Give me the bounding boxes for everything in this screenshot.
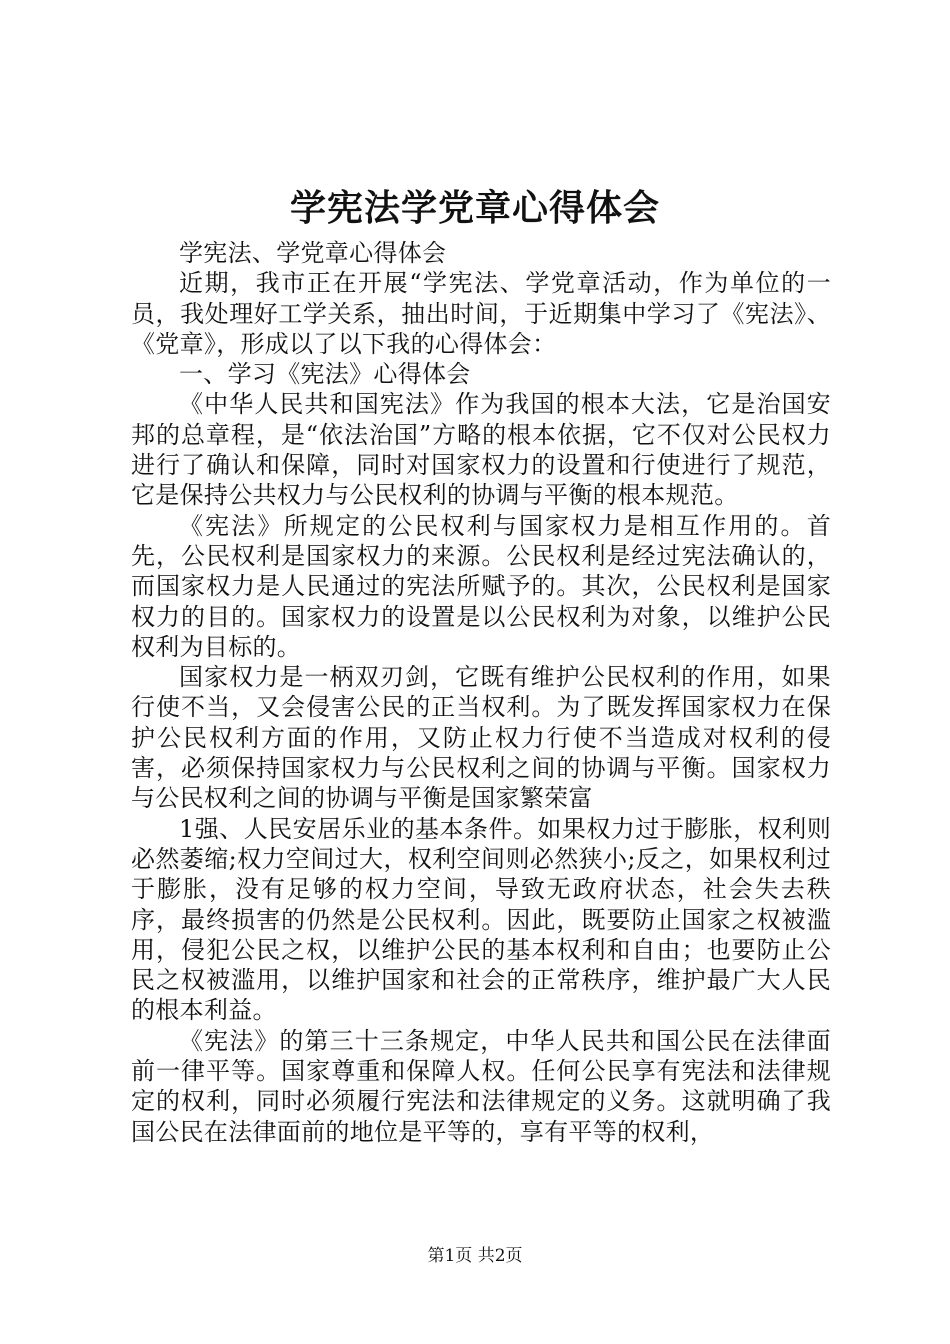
paragraph: 《宪法》的第三十三条规定，中华人民共和国公民在法律面前一律平等。国家尊重和保障人权。任何公民享有宪法和法律规定的权利，同时必须履行宪法和法律规定的义务。这就明确了我国公民在法律面前的地位是平等的，享有平等的权利， [131,1026,831,1146]
paragraph-subtitle: 学宪法、学党章心得体会 [179,239,447,267]
paragraph: 国家权力是一柄双刃剑，它既有维护公民权利的作用，如果行使不当，又会侵害公民的正当权利。为了既发挥国家权力在保护公民权利方面的作用，又防止权力行使不当造成对权利的侵害，必须保持国家权力与公民权利之间的协调与平衡。国家权力与公民权利之间的协调与平衡是国家繁荣富 [131,663,831,813]
paragraph: 《宪法》所规定的公民权利与国家权力是相互作用的。首先，公民权利是国家权力的来源。公民权利是经过宪法确认的，而国家权力是人民通过的宪法所赋予的。其次，公民权利是国家权力的目的。国家权力的设置是以公民权利为对象，以维护公民权利为目标的。 [131,511,831,661]
document-body [131,238,831,1147]
paragraph: 《中华人民共和国宪法》作为我国的根本大法，它是治国安邦的总章程，是“依法治国”方略的根本依据，它不仅对公民权力进行了确认和保障，同时对国家权力的设置和行使进行了规范，它是保持公共权力与公民权利的协调与平衡的根本规范。 [131,390,831,510]
document-title: 学宪法学党章心得体会 [289,187,660,229]
paragraph: 1强、人民安居乐业的基本条件。如果权力过于膨胀，权利则必然萎缩;权力空间过大，权利空间则必然狭小;反之，如果权利过于膨胀，没有足够的权力空间，导致无政府状态，社会失去秩序，最终损害的仍然是公民权利。因此，既要防止国家之权被滥用，侵犯公民之权，以维护公民的基本权利和自由；也要防止公民之权被滥用，以维护国家和社会的正常秩序，维护最广大人民的根本利益。 [131,814,831,1025]
paragraph-intro: 近期，我市正在开展“学宪法、学党章活动，作为单位的一员，我处理好工学关系，抽出时间，于近期集中学习了《宪法》、《党章》，形成以了以下我的心得体会： [131,269,831,358]
section-heading: 一、学习《宪法》心得体会 [179,360,471,389]
page-number-footer: 第1页 共2页 [427,1246,523,1266]
